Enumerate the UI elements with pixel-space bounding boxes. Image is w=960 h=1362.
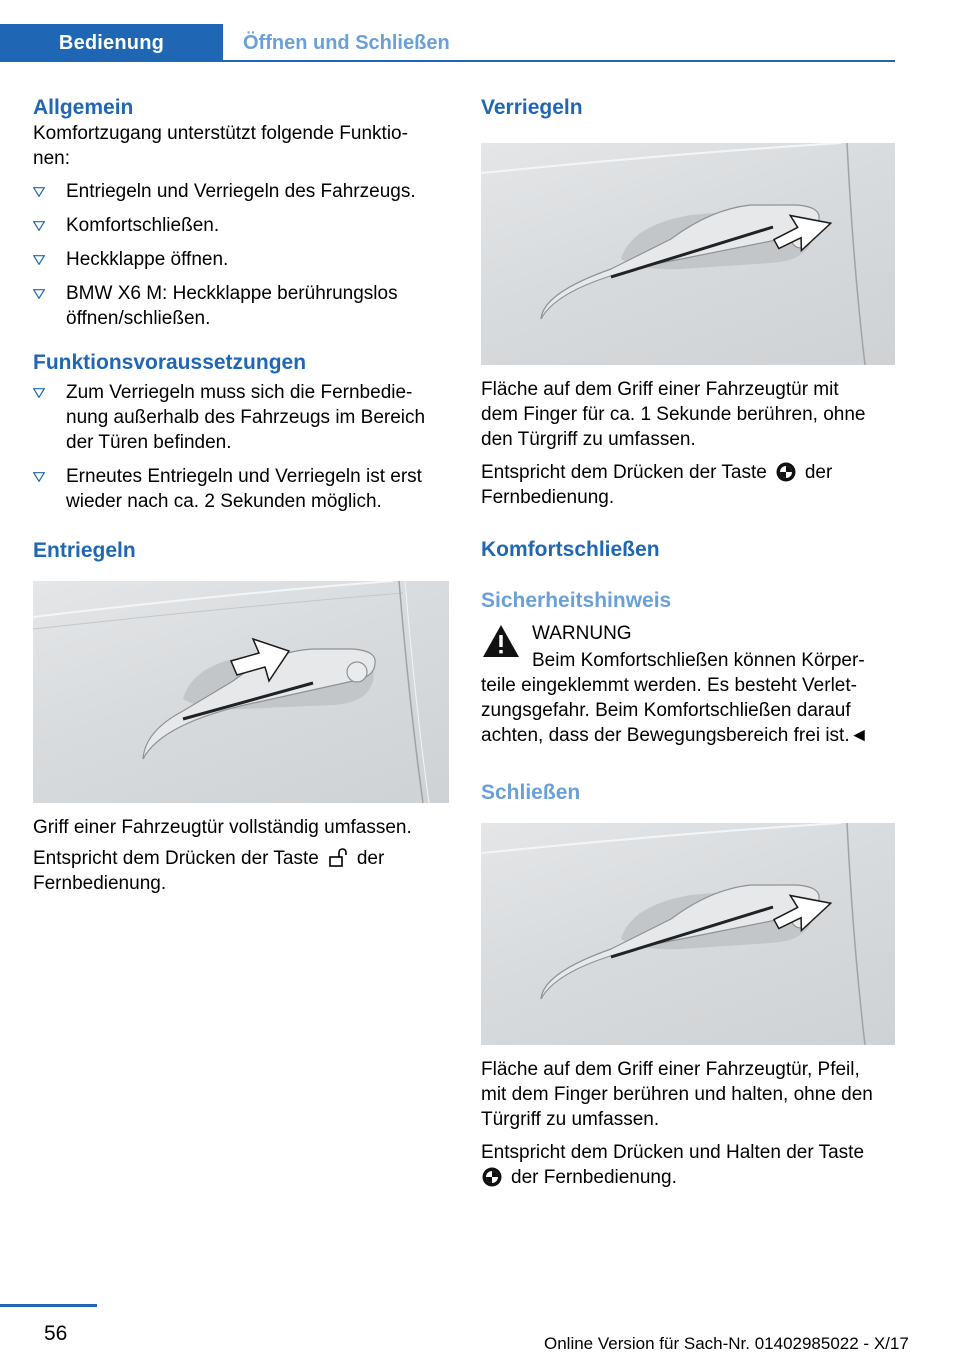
heading-sicherheitshinweis: Sicherheitshinweis [481, 589, 672, 612]
list-item-text: Heckklappe öffnen. [66, 249, 229, 270]
warning-line: Beim Komfortschließen können Körper- [532, 650, 865, 671]
schliessen-line: Türgriff zu umfassen. [481, 1109, 660, 1130]
door-handle-illustration [481, 823, 895, 1045]
verriegeln-text [481, 377, 895, 452]
door-handle-photo-schliessen [481, 823, 895, 1045]
press-text-b: der Fernbedienung. [511, 1167, 677, 1188]
press-text-c: Fernbedienung. [481, 487, 615, 508]
list-item-text: Zum Verriegeln muss sich die Fernbedie- [66, 382, 413, 403]
entriegeln-press-text [33, 846, 449, 896]
list-item-text: Komfortschließen. [66, 215, 220, 236]
bmw-logo-icon [775, 461, 797, 483]
heading-verriegeln: Verriegeln [481, 96, 583, 119]
heading-funktionsvoraussetzungen: Funktionsvoraussetzungen [33, 351, 307, 374]
verriegeln-press-text [481, 460, 895, 510]
heading-komfortschliessen: Komfortschließen [481, 538, 660, 561]
triangle-bullet-icon [33, 221, 45, 231]
bmw-logo-icon [481, 1166, 503, 1188]
press-text-b: der [356, 848, 385, 869]
left-column [33, 95, 449, 896]
list-item-text: wieder nach ca. 2 Sekunden möglich. [66, 491, 382, 512]
schliessen-text [481, 1057, 895, 1132]
door-handle-photo-entriegeln [33, 581, 449, 803]
list-item-text: öffnen/schließen. [66, 308, 211, 329]
heading-schliessen: Schließen [481, 781, 581, 804]
triangle-bullet-icon [33, 187, 45, 197]
press-text-a: Entspricht dem Drücken der Taste [33, 848, 319, 869]
warning-block [481, 621, 895, 748]
entriegeln-caption: Griff einer Fahrzeugtür vollständig umfassen. [33, 817, 412, 838]
schliessen-press-text [481, 1140, 895, 1190]
door-handle-illustration [33, 581, 449, 803]
verriegeln-line: dem Finger für ca. 1 Sekunde berühren, ohne [481, 404, 866, 425]
triangle-bullet-icon [33, 472, 45, 482]
warning-label: WARNUNG [532, 623, 632, 644]
triangle-bullet-icon [33, 289, 45, 299]
intro-line-2: nen: [33, 148, 70, 169]
allgemein-intro [33, 121, 449, 171]
list-item-text: Entriegeln und Verriegeln des Fahrzeugs. [66, 181, 416, 202]
online-version-label: Online Version für Sach-Nr. 01402985022 - X/17 [544, 1334, 909, 1353]
list-item-text: nung außerhalb des Fahrzeugs im Bereich [66, 407, 426, 428]
schliessen-line: mit dem Finger berühren und halten, ohne den [481, 1084, 873, 1105]
page-header [0, 24, 895, 62]
press-text-a: Entspricht dem Drücken und Halten der Taste [481, 1142, 865, 1163]
list-item [33, 213, 449, 238]
footer-divider [0, 1304, 97, 1307]
list-item [33, 464, 449, 514]
requirement-list [33, 380, 449, 514]
verriegeln-line: Fläche auf dem Griff einer Fahrzeugtür mit [481, 379, 839, 400]
door-handle-photo-verriegeln [481, 143, 895, 365]
press-text-b: der [804, 462, 833, 483]
verriegeln-line: den Türgriff zu umfassen. [481, 429, 696, 450]
chapter-tab-oeffnen-schliessen[interactable]: Öffnen und Schließen [224, 24, 895, 62]
warning-line: teile eingeklemmt werden. Es besteht Verlet- [481, 675, 857, 696]
intro-line-1: Komfortzugang unterstützt folgende Funktio- [33, 123, 408, 144]
warning-line: zungsgefahr. Beim Komfortschließen darauf [481, 700, 851, 721]
warning-triangle-icon [481, 623, 521, 659]
heading-entriegeln: Entriegeln [33, 539, 136, 562]
right-column [481, 95, 895, 1190]
triangle-bullet-icon [33, 388, 45, 398]
page-number: 56 [44, 1322, 68, 1345]
function-list [33, 179, 449, 331]
unlock-icon [327, 847, 349, 869]
warning-line: achten, dass der Bewegungsbereich frei ist.◄ [481, 725, 869, 746]
list-item [33, 247, 449, 272]
schliessen-line: Fläche auf dem Griff einer Fahrzeugtür, Pfeil, [481, 1059, 860, 1080]
list-item-text: Erneutes Entriegeln und Verriegeln ist erst [66, 466, 422, 487]
list-item [33, 179, 449, 204]
list-item-text: BMW X6 M: Heckklappe berührungslos [66, 283, 398, 304]
list-item-text: der Türen befinden. [66, 432, 232, 453]
heading-allgemein: Allgemein [33, 96, 134, 119]
header-divider [0, 60, 895, 62]
list-item [33, 380, 449, 455]
list-item [33, 281, 449, 331]
press-text-c: Fernbedienung. [33, 873, 167, 894]
press-text-a: Entspricht dem Drücken der Taste [481, 462, 767, 483]
warning-text [481, 648, 895, 748]
triangle-bullet-icon [33, 255, 45, 265]
door-handle-illustration [481, 143, 895, 365]
section-tab-bedienung[interactable]: Bedienung [0, 24, 223, 62]
